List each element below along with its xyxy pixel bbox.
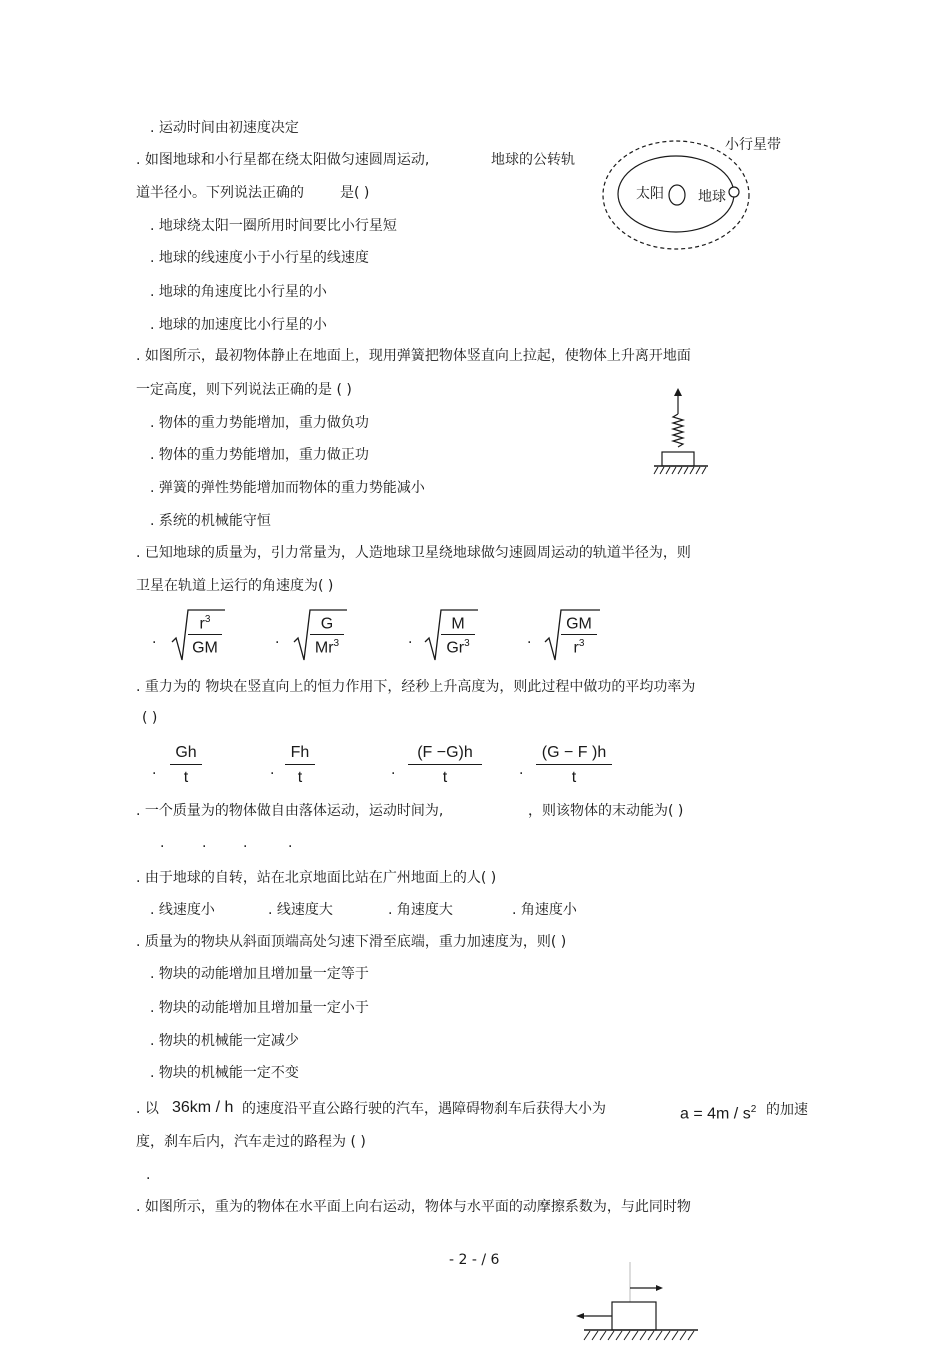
option-a-formula: $\frac{Gh}{t}$ [170,744,202,787]
option-d: . 地球的加速度比小行星的小 [150,317,327,333]
earth-circle [729,187,739,197]
acceleration-formula: $a = 4m / s^2$ [680,1104,757,1123]
option-c: . 弹簧的弹性势能增加而物体的重力势能减小 [150,480,425,496]
question-stem: 道半径小。下列说法正确的 [136,185,304,201]
option-b: . 物体的重力势能增加，重力做正功 [150,447,369,463]
question-stem: 的加速 [766,1102,808,1118]
option-a: . 地球绕太阳一圈所用时间要比小行星短 [150,218,397,234]
asteroid-belt-orbit [603,141,749,249]
asteroid-belt-label: 小行星带 [725,137,781,153]
option-b: . 物块的动能增加且增加量一定小于 [150,1000,369,1016]
block [662,452,694,466]
spring-coil [673,414,683,447]
arrow-head [674,388,682,396]
answer-bracket: ( ) [142,710,158,726]
option-c: . 角速度大 [388,902,453,918]
option-marker: . [288,835,293,851]
question-stem: . 由于地球的自转，站在北京地面比站在广州地面上的人( ) [136,870,497,886]
question-stem: 一定高度，则下列说法正确的是 ( ) [136,382,352,398]
orbit-figure [598,132,810,262]
block [612,1302,656,1330]
ground-hatch [584,1331,694,1340]
question-stem: . 如图所示，最初物体静止在地面上，现用弹簧把物体竖直向上拉起，使物体上升离开地面 [136,348,691,364]
spring-figure [650,386,712,480]
option-marker: . [408,631,413,647]
option-c-formula: $\frac{M}{Gr^3}$ [423,608,479,662]
velocity-arrow-head [656,1285,663,1291]
option-marker: . [519,762,524,778]
option-a: . 物块的动能增加且增加量一定等于 [150,966,369,982]
option-d: . 物块的机械能一定不变 [150,1065,299,1081]
option-marker: . [391,762,396,778]
question-stem: 卫星在轨道上运行的角速度为( ) [136,578,334,594]
question-stem: . 以 [136,1101,159,1117]
answer-bracket: 是( ) [340,185,370,201]
option-d: . 角速度小 [512,902,577,918]
option-marker: . [275,631,280,647]
page-number: - 2 - / 6 [449,1252,500,1268]
option-d-formula: $\frac{GM}{r^3}$ [543,608,601,662]
option-a: . 线速度小 [150,902,215,918]
question-stem: . 一个质量为的物体做自由落体运动，运动时间为, [136,803,444,819]
option-c-formula: $\frac{(F -G)h}{t}$ [408,744,482,787]
option-b-formula: $\frac{G}{Mr^3}$ [292,608,348,662]
question-stem: . 质量为的物块从斜面顶端高处匀速下滑至底端，重力加速度为，则( ) [136,934,567,950]
option-a: . 物体的重力势能增加，重力做负功 [150,415,369,431]
option-marker: . [146,1167,151,1183]
question-stem: . 如图地球和小行星都在绕太阳做匀速圆周运动, [136,152,430,168]
earth-label: 地球 [698,189,726,205]
question-stem: . 如图所示，重为的物体在水平面上向右运动，物体与水平面的动摩擦系数为，与此同时物 [136,1199,691,1215]
option-marker: . [160,835,165,851]
option-marker: . [527,631,532,647]
option-text: . 运动时间由初速度决定 [150,120,299,136]
sun-circle [669,185,685,205]
option-d-formula: $\frac{(G - F )h}{t}$ [536,744,612,787]
option-a-formula: $\frac{r^3}{GM}$ [170,608,226,662]
option-c: . 地球的角速度比小行星的小 [150,284,327,300]
question-stem: . 已知地球的质量为，引力常量为，人造地球卫星绕地球做匀速圆周运动的轨道半径为，则 [136,545,691,561]
question-stem: . 重力为的 物块在竖直向上的恒力作用下，经秒上升高度为，则此过程中做功的平均功率为 [136,679,696,695]
option-b: . 地球的线速度小于小行星的线速度 [150,250,369,266]
ground-hatch [654,467,706,474]
option-b: . 线速度大 [268,902,333,918]
force-arrow-head [576,1313,584,1319]
option-b-formula: $\frac{Fh}{t}$ [285,744,315,787]
question-stem: 的速度沿平直公路行驶的汽车，遇障碍物刹车后获得大小为 [242,1101,606,1117]
option-marker: . [243,835,248,851]
option-c: . 物块的机械能一定减少 [150,1033,299,1049]
question-stem: 地球的公转轨 [491,152,575,168]
option-marker: . [202,835,207,851]
speed-formula: 36km / h [172,1099,234,1116]
option-marker: . [270,762,275,778]
option-marker: . [152,762,157,778]
friction-figure [570,1254,702,1344]
option-marker: . [152,631,157,647]
question-stem: 度，刹车后内，汽车走过的路程为 ( ) [136,1134,366,1150]
option-d: . 系统的机械能守恒 [150,513,271,529]
sun-label: 太阳 [636,186,664,202]
question-stem: ，则该物体的末动能为( ) [528,803,684,819]
